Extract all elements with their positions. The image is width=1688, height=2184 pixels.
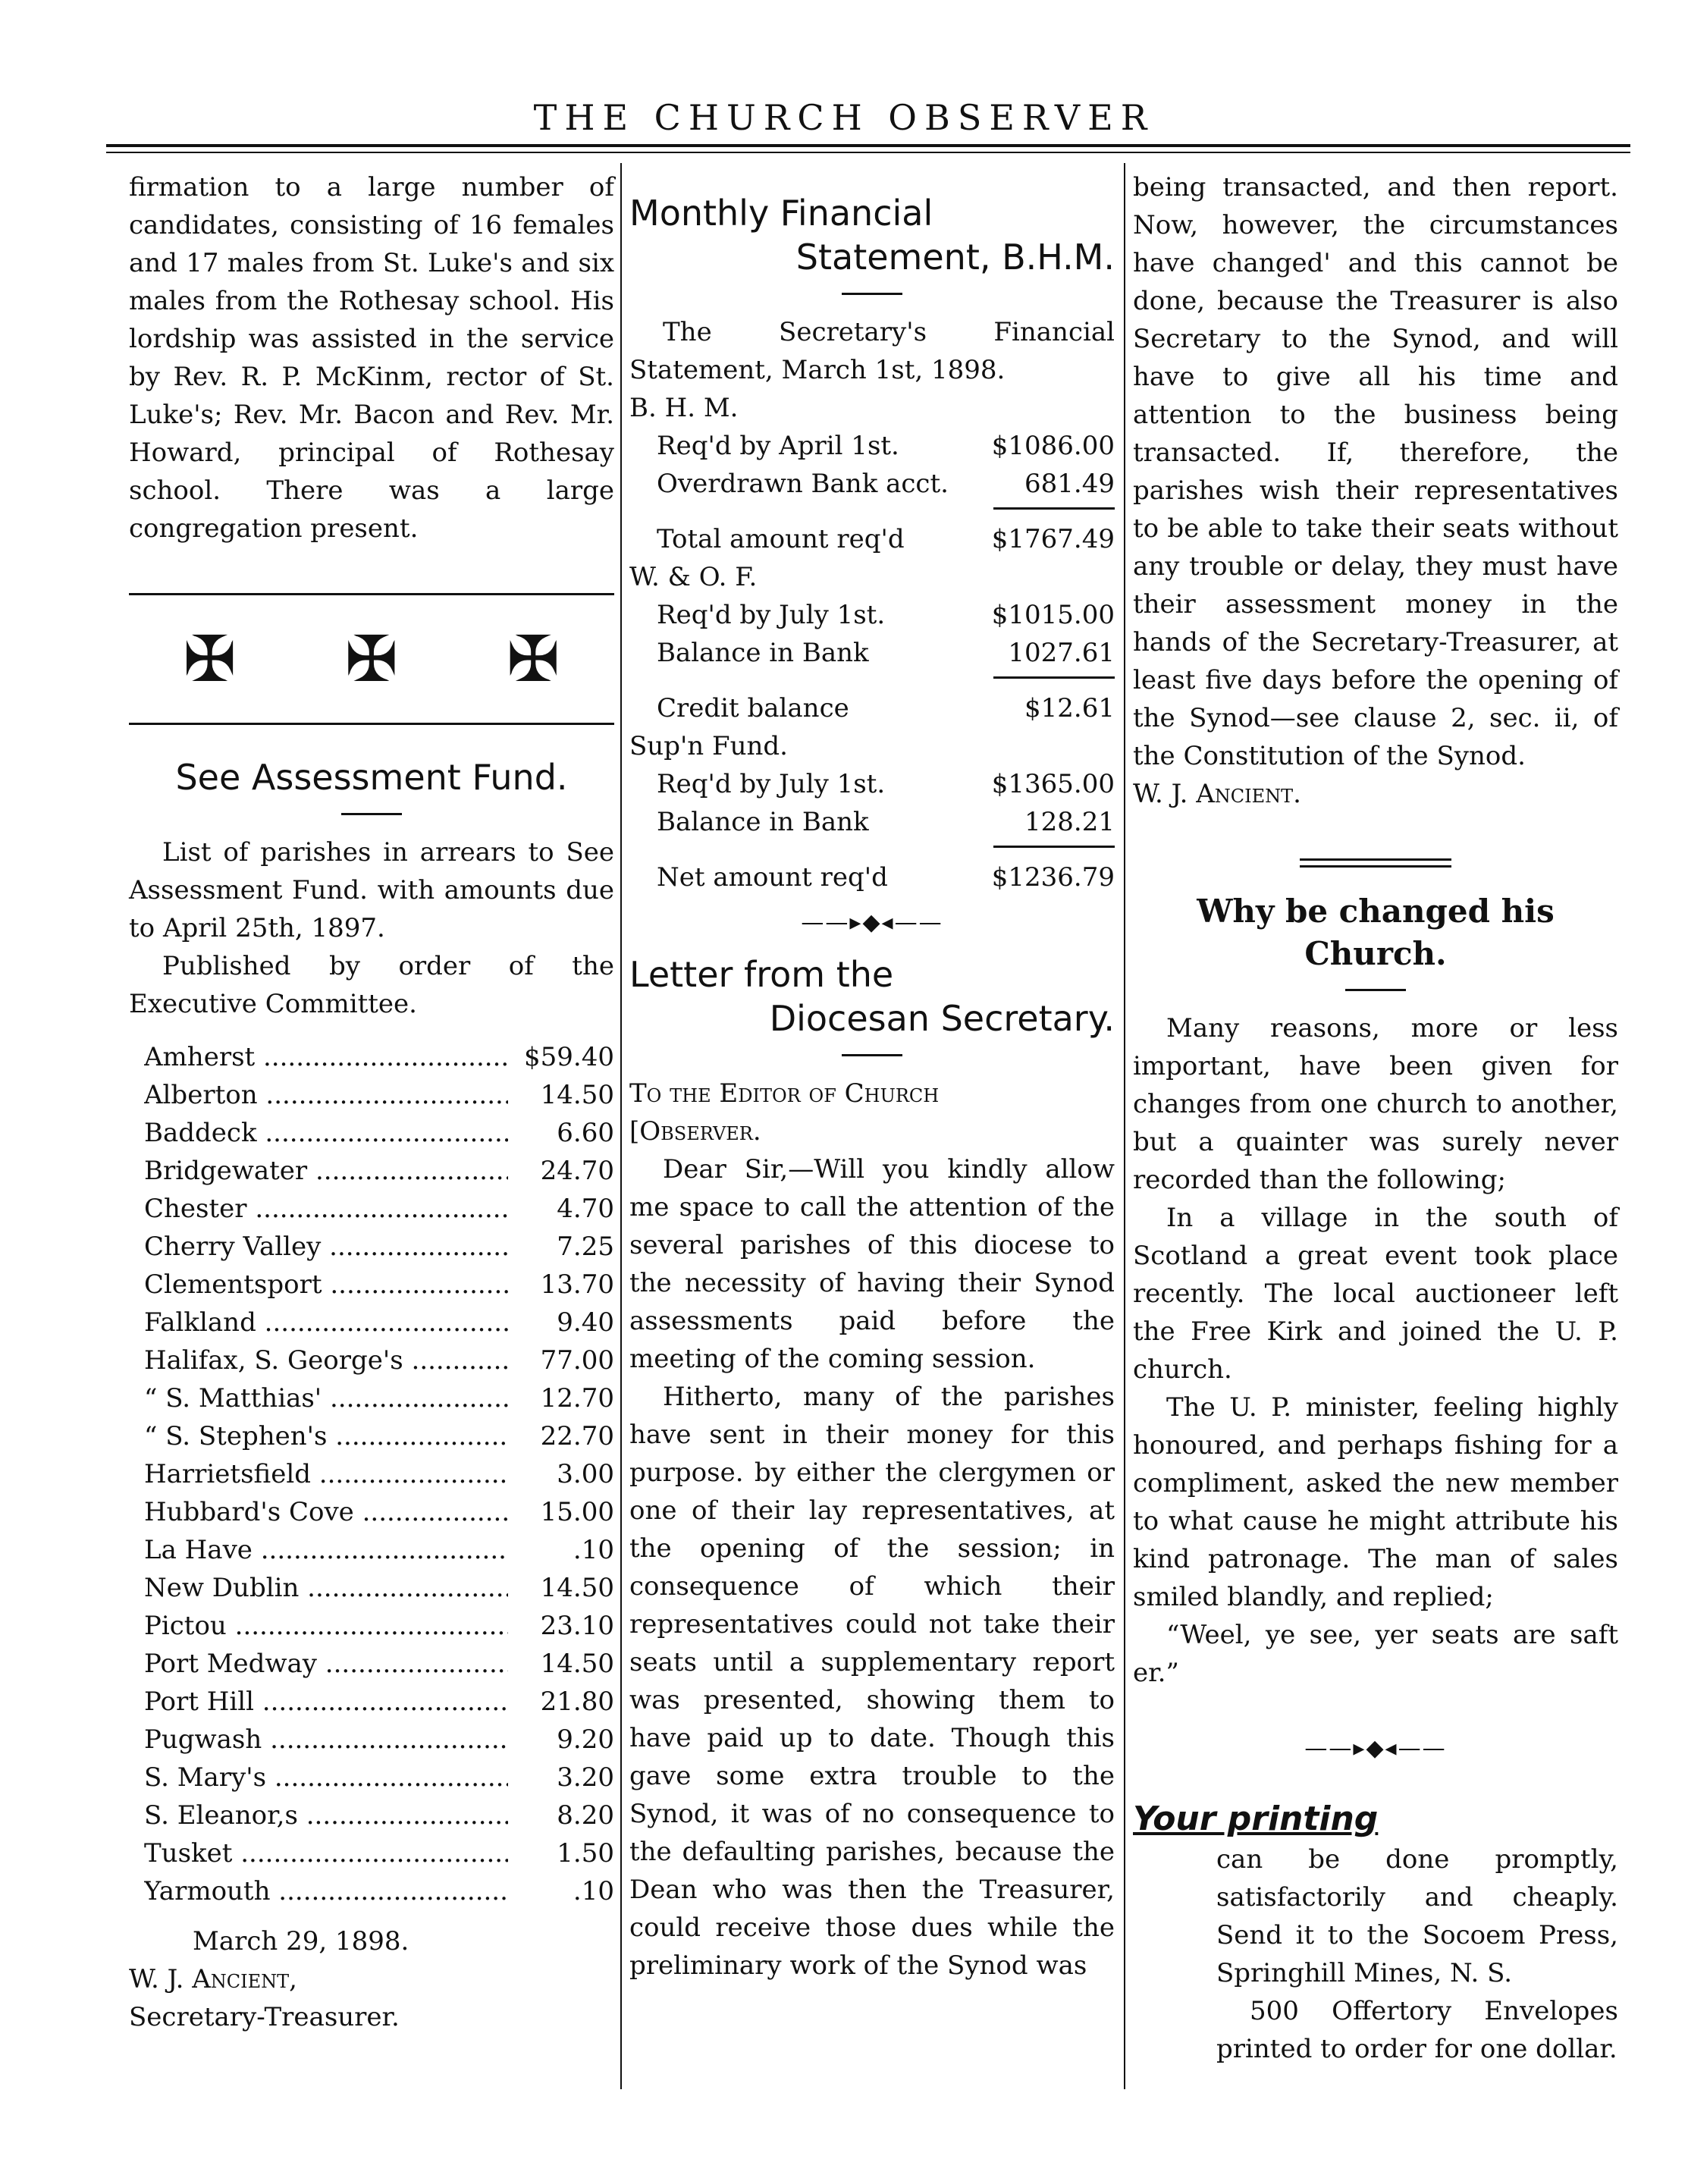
- parish-name: Pugwash .....: [144, 1721, 508, 1759]
- bhm-row: [629, 465, 1115, 503]
- arrears-row: [129, 1607, 614, 1645]
- supn-row: [629, 765, 1115, 803]
- cross-icon: ✠: [507, 622, 560, 696]
- wof-rows: [629, 596, 1115, 672]
- parish-amount: 22.70: [508, 1417, 614, 1455]
- column-3: [1133, 168, 1618, 2068]
- arrears-row: [129, 1417, 614, 1455]
- parish-name: S. Eleanor,s .....: [144, 1796, 508, 1834]
- cross-icon: ✠: [183, 622, 237, 696]
- arrears-row: [129, 1834, 614, 1872]
- supn-row-label: Balance in Bank: [657, 807, 869, 837]
- signature-title: Secretary-Treasurer.: [129, 2002, 400, 2032]
- arrears-row: [129, 1455, 614, 1493]
- ornament-divider: ——▸◆◂——: [801, 909, 943, 936]
- church-article-heading: Why be changed his Church.: [1197, 893, 1555, 972]
- parish-name: Clementsport .....: [144, 1266, 508, 1304]
- bhm-row-amount: 681.49: [1024, 469, 1115, 499]
- arrears-row: [129, 1114, 614, 1152]
- parish-name: Yarmouth .....: [144, 1872, 508, 1910]
- confirmation-paragraph: firmation to a large number of candidates, consisting of 16 females and 17 males from St. Luke's and six males from the Rothesay school. His lordship was assisted in the service by Rev. R. P. McKinm, rector of St. Luke's; Rev. Mr. Bacon and Rev. Mr. Howard, principal of Rothesay school. There was a large congregation present.: [129, 172, 614, 544]
- parish-name: “ S. Stephen's .....: [144, 1417, 508, 1455]
- parish-name: Baddeck .....: [144, 1114, 508, 1152]
- wof-row-amount: 1027.61: [1008, 638, 1115, 668]
- parish-name: Harrietsfield .....: [144, 1455, 508, 1493]
- parish-amount: 6.60: [508, 1114, 614, 1152]
- column-divider-right: [1124, 163, 1125, 2089]
- section-rule: [129, 593, 614, 595]
- column-divider-left: [620, 163, 622, 2089]
- sum-rule: [993, 676, 1115, 679]
- supn-total-amount: $1236.79: [991, 862, 1115, 893]
- church-paragraph-4: “Weel, ye see, yer seats are saft er.”: [1133, 1620, 1618, 1688]
- arrears-row: [129, 1721, 614, 1759]
- bhm-row: [629, 427, 1115, 465]
- church-paragraph-2: In a village in the south of Scotland a great event took place recently. The local auctioneer left the Free Kirk and joined the U. P. church.: [1133, 1203, 1618, 1385]
- letter-heading-line1: Letter from the: [629, 954, 894, 995]
- arrears-row: [129, 1569, 614, 1607]
- parish-amount: 23.10: [508, 1607, 614, 1645]
- column-2: [629, 168, 1115, 1985]
- heading-rule: [1345, 989, 1406, 991]
- wof-row-label: Balance in Bank: [657, 638, 869, 668]
- parish-amount: .10: [508, 1531, 614, 1569]
- wof-row: [629, 634, 1115, 672]
- arrears-row: [129, 1266, 614, 1304]
- arrears-row: [129, 1645, 614, 1683]
- sum-rule: [993, 507, 1115, 510]
- parish-amount: 15.00: [508, 1493, 614, 1531]
- supn-row-amount: $1365.00: [991, 769, 1115, 799]
- parish-amount: 3.20: [508, 1759, 614, 1796]
- parish-amount: 9.20: [508, 1721, 614, 1759]
- arrears-row: [129, 1341, 614, 1379]
- parish-amount: 7.25: [508, 1228, 614, 1266]
- parish-name: Falkland .....: [144, 1304, 508, 1341]
- supn-rows: [629, 765, 1115, 841]
- printing-heading: Your printing: [1133, 1800, 1379, 1838]
- financial-heading-line1: Monthly Financial: [629, 193, 933, 234]
- arrears-row: [129, 1228, 614, 1266]
- parish-amount: 9.40: [508, 1304, 614, 1341]
- parish-amount: $59.40: [508, 1038, 614, 1076]
- parish-name: “ S. Matthias' .....: [144, 1379, 508, 1417]
- supn-total-row: [629, 858, 1115, 896]
- parish-name: Port Hill .....: [144, 1683, 508, 1721]
- parish-amount: 3.00: [508, 1455, 614, 1493]
- arrears-row: [129, 1038, 614, 1076]
- wof-label: W. & O. F.: [629, 562, 758, 592]
- section-rule: [129, 723, 614, 725]
- ornament-divider: ——▸◆◂——: [1304, 1735, 1447, 1762]
- parish-name: Alberton .....: [144, 1076, 508, 1114]
- heading-rule: [341, 813, 402, 815]
- parish-name: Pictou .....: [144, 1607, 508, 1645]
- wof-total-label: Credit balance: [657, 693, 849, 723]
- church-paragraph-1: Many reasons, more or less important, have been given for changes from one church to another, but a quainter was surely never recorded than the following;: [1133, 1013, 1618, 1195]
- letter-paragraph-continued: being transacted, and then report. Now, however, the circumstances have changed' and this cannot be done, because the Treasurer is also Secretary to the Synod, and will have to give all his time and attention to the business being transacted. If, therefore, the parishes wish their representatives to be able to take their seats without any trouble or delay, they must have their assessment money in the hands of the Secretary-Treasurer, at least five days before the opening of the Synod—see clause 2, sec. ii, of the Constitution of the Synod.: [1133, 172, 1618, 771]
- bhm-rows: [629, 427, 1115, 503]
- masthead-rule-bottom: [106, 152, 1630, 153]
- column-1: [129, 168, 614, 2036]
- cross-ornaments: [129, 613, 614, 704]
- heading-rule: [842, 293, 902, 295]
- parish-name: Port Medway .....: [144, 1645, 508, 1683]
- bhm-row-amount: $1086.00: [991, 431, 1115, 461]
- arrears-row: [129, 1190, 614, 1228]
- heading-rule: [842, 1054, 902, 1056]
- masthead-rule-top: [106, 144, 1630, 147]
- parish-amount: .10: [508, 1872, 614, 1910]
- bhm-total-amount: $1767.49: [991, 524, 1115, 554]
- parish-amount: 14.50: [508, 1569, 614, 1607]
- parish-amount: 13.70: [508, 1266, 614, 1304]
- arrears-row: [129, 1683, 614, 1721]
- parish-name: New Dublin .....: [144, 1569, 508, 1607]
- parish-amount: 21.80: [508, 1683, 614, 1721]
- parish-name: Amherst .....: [144, 1038, 508, 1076]
- parish-name: Halifax, S. George's .....: [144, 1341, 508, 1379]
- parish-amount: 4.70: [508, 1190, 614, 1228]
- letter-salutation-line1: To the Editor of Church: [629, 1078, 940, 1109]
- printing-body: can be done promptly, satisfactorily and cheaply. Send it to the Socoem Press, Springhill Mines, N. S.: [1216, 1844, 1618, 1988]
- parish-amount: 1.50: [508, 1834, 614, 1872]
- arrears-row: [129, 1152, 614, 1190]
- wof-row-amount: $1015.00: [991, 600, 1115, 630]
- church-paragraph-3: The U. P. minister, feeling highly honoured, and perhaps fishing for a compliment, asked the new member to what cause he might attribute his kind patronage. The man of sales smiled blandly, and replied;: [1133, 1392, 1618, 1612]
- parish-amount: 77.00: [508, 1341, 614, 1379]
- signature-name: W. J. Ancient,: [129, 1964, 297, 1994]
- envelopes-offer: 500 Offertory Envelopes printed to order for one dollar.: [1216, 1996, 1618, 2064]
- parish-amount: 8.20: [508, 1796, 614, 1834]
- arrears-list: [129, 1038, 614, 1910]
- arrears-row: [129, 1759, 614, 1796]
- bhm-row-label: Req'd by April 1st.: [657, 431, 899, 461]
- cross-icon: ✠: [344, 622, 399, 696]
- assessment-fund-heading: See Assessment Fund.: [175, 757, 568, 798]
- parish-name: Hubbard's Cove .....: [144, 1493, 508, 1531]
- published-note: Published by order of the Executive Committee.: [129, 951, 614, 1019]
- arrears-date: March 29, 1898.: [193, 1926, 409, 1956]
- bhm-total-label: Total amount req'd: [657, 524, 905, 554]
- parish-name: Chester .....: [144, 1190, 508, 1228]
- arrears-row: [129, 1304, 614, 1341]
- parish-name: Tusket .....: [144, 1834, 508, 1872]
- supn-total-label: Net amount req'd: [657, 862, 888, 893]
- arrears-row: [129, 1796, 614, 1834]
- bhm-row-label: Overdrawn Bank acct.: [657, 469, 949, 499]
- wof-total-amount: $12.61: [1024, 693, 1115, 723]
- wof-total-row: [629, 689, 1115, 727]
- supn-row-label: Req'd by July 1st.: [657, 769, 886, 799]
- letter-heading-line2: Diocesan Secretary.: [769, 998, 1115, 1039]
- parish-amount: 12.70: [508, 1379, 614, 1417]
- supn-label: Sup'n Fund.: [629, 731, 788, 761]
- statement-intro: The Secretary's Financial Statement, March 1st, 1898.: [629, 317, 1115, 385]
- supn-row-amount: 128.21: [1024, 807, 1115, 837]
- parish-name: S. Mary's .....: [144, 1759, 508, 1796]
- parish-name: Bridgewater .....: [144, 1152, 508, 1190]
- wof-row-label: Req'd by July 1st.: [657, 600, 886, 630]
- arrears-row: [129, 1076, 614, 1114]
- parish-amount: 14.50: [508, 1645, 614, 1683]
- arrears-intro: List of parishes in arrears to See Assessment Fund. with amounts due to April 25th, 1897.: [129, 837, 614, 943]
- bhm-label: B. H. M.: [629, 393, 739, 423]
- parish-amount: 24.70: [508, 1152, 614, 1190]
- letter-paragraph-2: Hitherto, many of the parishes have sent in their money for this purpose. by either the clergymen or one of their lay representatives, at the opening of the session; in consequence of which their representatives could not take their seats until a supplementary report was presented, showing them to have paid up to date. Though this gave some extra trouble to the Synod, it was of no consequence to the defaulting parishes, because the Dean who was then the Treasurer, could receive those dues while the preliminary work of the Synod was: [629, 1382, 1115, 1981]
- parish-amount: 14.50: [508, 1076, 614, 1114]
- arrears-row: [129, 1872, 614, 1910]
- arrears-row: [129, 1379, 614, 1417]
- letter-signature: W. J. Ancient.: [1133, 779, 1301, 809]
- sum-rule: [993, 846, 1115, 848]
- parish-name: La Have .....: [144, 1531, 508, 1569]
- letter-salutation-line2: [Observer.: [629, 1116, 761, 1147]
- wof-row: [629, 596, 1115, 634]
- masthead: THE CHURCH OBSERVER: [533, 97, 1155, 138]
- supn-row: [629, 803, 1115, 841]
- letter-paragraph-1: Dear Sir,—Will you kindly allow me space to call the attention of the several parishes of this diocese to the necessity of having their Synod assessments paid before the meeting of the coming session.: [629, 1154, 1115, 1374]
- bhm-total-row: [629, 520, 1115, 558]
- arrears-row: [129, 1493, 614, 1531]
- parish-name: Cherry Valley .....: [144, 1228, 508, 1266]
- double-rule: [1300, 858, 1451, 868]
- financial-heading-line2: Statement, B.H.M.: [795, 237, 1115, 278]
- arrears-row: [129, 1531, 614, 1569]
